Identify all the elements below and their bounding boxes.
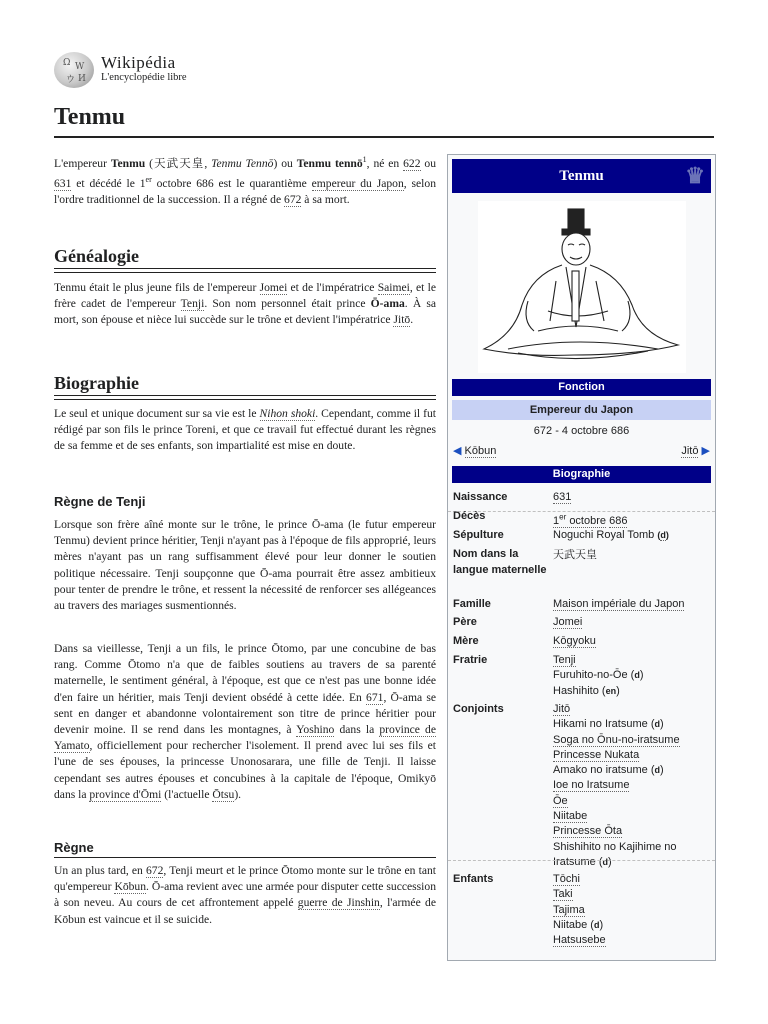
link-kobun[interactable]: Kōbun [114,880,147,894]
heading-regne-de-tenji: Règne de Tenji [54,494,146,509]
person-link[interactable]: Hatsusebe [553,934,606,947]
link-672[interactable]: 672 [146,864,164,877]
next-emperor[interactable] [681,444,710,457]
wikidata-link[interactable]: d [660,530,666,540]
link-1er-octobre[interactable]: 1er octobre [553,512,607,527]
previous-emperor[interactable] [453,444,496,457]
infobox [447,154,716,961]
globe-icon: Ω W ウ И [54,52,94,88]
link-nihon-shoki[interactable]: Nihon shoki [259,407,316,420]
value-nom: 天武天皇 [553,548,597,561]
tagline: L'encyclopédie libre [101,72,187,83]
label-fratrie: Fratrie [453,654,488,666]
footnote-ref[interactable]: 1 [362,155,367,164]
person-link[interactable]: Niitabe [553,810,588,823]
link-otsu[interactable]: Ōtsu [212,787,235,801]
heading-divider [54,268,436,273]
list-item [553,840,713,855]
value-conjoints [553,702,713,870]
list-item [553,748,713,763]
value-sepulture: Noguchi Royal Tomb (d) [553,529,669,541]
biographie-header: Biographie [452,466,711,483]
link-saimei[interactable]: Saimei [377,281,410,294]
list-item: Amako no iratsume (d) [553,764,664,777]
label-famille: Famille [453,598,491,610]
wordmark: Wikipédia [101,53,176,72]
value-pere [553,615,713,630]
emperor-portrait-drawing [478,201,686,373]
link-empereur-du-japon[interactable]: empereur du Japon [311,176,404,190]
row-divider [448,860,715,861]
label-conjoints: Conjoints [453,703,504,715]
person-link[interactable]: Ōe [553,794,568,807]
list-item [553,733,713,748]
person-link[interactable]: Tajima [553,903,585,916]
list-item: Niitabe (d) [553,918,604,931]
person-name: Amako no iratsume [553,764,648,777]
heading-regne: Règne [54,840,94,855]
list-item: Hikami no Iratsume (d) [553,718,664,731]
heading-biographie: Biographie [54,373,140,393]
value-naissance [553,490,713,505]
reign-dates: 672 - 4 octobre 686 [533,425,630,437]
list-item: Iratsume (d) [553,855,612,868]
arrow-left-icon: ◀ [453,445,462,457]
infobox-title: Tenmu ♛ [452,159,711,193]
link-yoshino[interactable]: Yoshino [296,723,335,737]
person-link[interactable]: Ioe no Iratsume [553,779,630,792]
link-686[interactable]: 686 [609,514,628,527]
wikidata-link[interactable]: d [654,719,660,730]
link-622[interactable]: 622 [403,156,421,170]
link-jomei[interactable]: Jomei [259,281,288,294]
link-province-omi[interactable]: province d'Ōmi [89,787,162,801]
person-link[interactable]: Princesse Ōta [553,825,623,838]
intro-paragraph: L'empereur Tenmu (天武天皇, Tenmu Tennō) ou Tenmu tennō$^1$, né en 622 ou 631 et décédé le 1er octobre 686 est le quarantième empereur du Japon, selon l'ordre traditionnel de la succession. Il a régné de 672 à sa mort. [54,155,437,207]
wikidata-link[interactable]: en [605,685,617,696]
value-deces [553,509,713,529]
genealogie-paragraph: Tenmu était le plus jeune fils de l'empereur Jomei et de l'impératrice Saimei, et le frère cadet de l'empereur Tenji. Son nom personnel était prince Ō-ama. À sa mort, son épouse et nièce lui succède sur le trône et devient l'impératrice Jitō. [54,281,437,327]
link-jomei[interactable]: Jomei [553,616,583,628]
link-631[interactable]: 631 [553,491,572,503]
list-item [553,887,713,902]
list-item [553,872,713,887]
portrait-image[interactable] [478,201,686,373]
person-link[interactable]: Soga no Ōnu-no-iratsume [553,733,680,746]
list-item [553,778,713,793]
page-title: Tenmu [54,104,126,130]
label-deces: Décès [453,510,486,522]
value-enfants [553,872,713,948]
person-link[interactable]: Tenji [553,654,576,666]
label-nom-langue-maternelle: Nom dans la langue maternelle [453,548,547,576]
heading-divider [54,395,436,400]
heading-genealogie: Généalogie [54,246,139,266]
fonction-header: Fonction [452,379,711,396]
link-672[interactable]: 672 [284,193,302,207]
label-enfants: Enfants [453,873,494,885]
arrow-right-icon: ▶ [701,445,710,457]
person-name: Hashihito [553,684,599,697]
wikidata-link[interactable]: d [593,919,600,930]
link-tenji[interactable]: Tenji [180,297,205,311]
title-divider [54,136,714,138]
regne-tenji-paragraph-1: Lorsque son frère aîné monte sur le trône, le prince Ō-ama (le futur empereur Tenmu) devient prince héritier, Tenji n'ayant pas à l'époque de fils approprié, leurs mères n'ayant pas un rang suffisamment élevé pour leur donner le soutien politique nécessaire. Tenji soupçonne que Ō-ama pourrait être assez ambitieux pour tenter de prendre le trône, et ressent la nécessité de renforcer ses allégeances au travers des mariages susmentionnés. [54,518,436,613]
value-fratrie [553,653,713,699]
biographie-paragraph: Le seul et unique document sur sa vie est le Nihon shoki. Cependant, comme il fut rédigé par son fils le prince Toreni, et que ce travail fut effectué durant les règnes de sa femme et de ses enfants, son impartialité est mise en doute. [54,407,437,453]
person-link[interactable]: Princesse Nukata [553,748,640,761]
link-jito[interactable]: Jitō [393,313,411,327]
list-item [553,794,713,809]
link-kogyoku[interactable]: Kōgyoku [553,635,596,647]
wikipedia-logo[interactable] [54,50,354,90]
person-link[interactable]: Jitō [553,703,571,715]
link-jito[interactable]: Jitō [681,445,699,457]
list-item [553,653,713,668]
heading-divider [54,857,436,858]
list-item [553,824,713,839]
wikidata-link[interactable]: d [602,856,609,867]
link-guerre-de-jinshin[interactable]: guerre de Jinshin [297,896,380,910]
list-item: Hashihito (en) [553,684,620,697]
label-naissance: Naissance [453,491,508,503]
label-mere: Mère [453,635,479,647]
list-item [553,702,713,717]
regne-paragraph: Un an plus tard, en 672, Tenji meurt et le prince Ōtomo monte sur le trône en tant qu'empereur Kōbun. Ō-ama revient avec une armée pour disputer cette succession à son neveu. Au cours de cet affrontement appelé guerre de Jinshin, l'armée de Kōbun est vaincue et il se suicide. [54,864,436,926]
value-mere [553,634,713,649]
link-631[interactable]: 631 [54,176,72,190]
crown-icon: ♛ [685,163,705,188]
person-name: Furuhito-no-Ōe [553,669,628,682]
list-item: Furuhito-no-Ōe (d) [553,669,644,682]
person-link[interactable]: Taki [553,888,573,901]
list-item [553,809,713,824]
person-name: Shishihito no Kajihime no [553,840,677,853]
fonction-title: Empereur du Japon [452,400,711,420]
person-link[interactable]: Tōchi [553,873,580,885]
label-sepulture: Sépulture [453,529,504,541]
person-name: Niitabe [553,918,588,931]
link-province-de-yamato[interactable]: province de Yamato [54,723,436,753]
person-name: Hikami no Iratsume [553,718,648,731]
link-maison-imperiale[interactable]: Maison impériale du Japon [553,598,685,610]
list-item [553,933,713,948]
person-name: Iratsume [553,855,596,868]
link-671[interactable]: 671 [366,690,384,704]
link-kobun[interactable]: Kōbun [464,445,497,457]
wikidata-link[interactable]: d [654,765,660,776]
list-item [553,903,713,918]
value-famille [553,597,713,612]
regne-tenji-paragraph-2: Dans sa vieillesse, Tenji a un fils, le prince Ōtomo, par une concubine de bas rang. Comme Ōtomo n'a que de faibles soutiens au travers de sa parenté maternelle, le sentiment général, à l'époque, est que ce n'est pas une bonne idée d'en faire un héritier, mais Tenji devient obsédé à cette idée. En 671, Ō-ama se sent en danger et abandonne volontairement son titre de prince héritier pour devenir moine. Il se rend dans les montagnes, à Yoshino dans la province de Yamato, officiellement pour rechercher l'isolement. Il prend avec lui ses fils et l'une de ses épouses, la princesse Unonosarara, une fille de Tenji. Il laisse cependant ses autres épouses et concubines à la capitale de l'époque, Omikyō dans la province d'Ōmi (l'actuelle Ōtsu). [54,642,436,801]
wikidata-link[interactable]: d [634,670,640,681]
label-pere: Père [453,616,477,628]
